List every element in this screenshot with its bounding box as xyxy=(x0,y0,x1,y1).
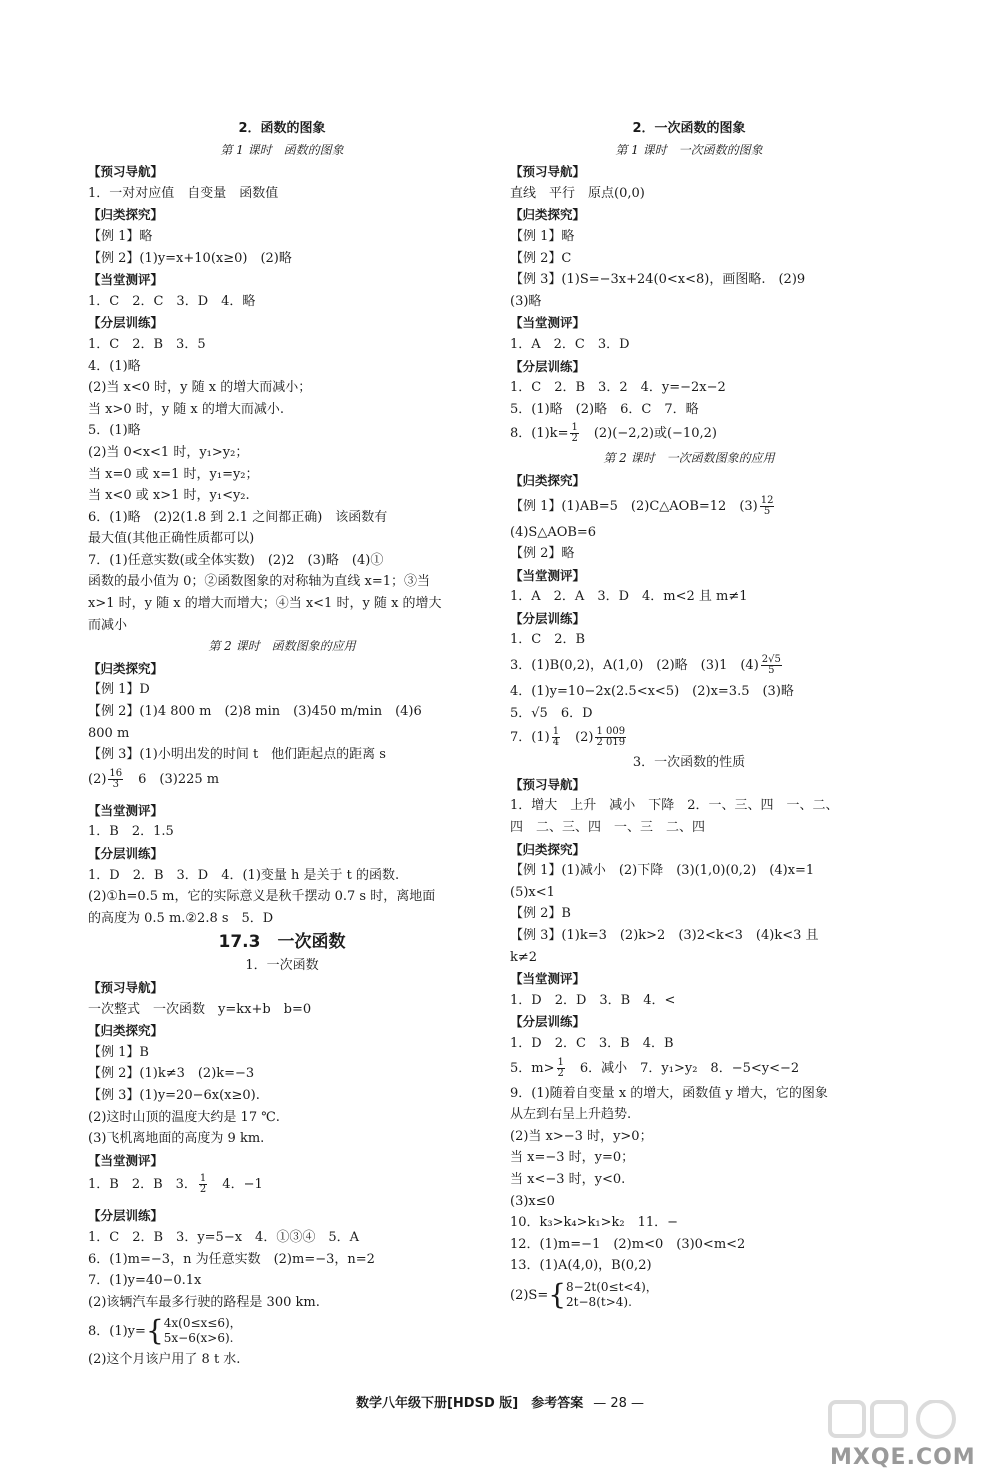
numerator: 16 xyxy=(109,767,123,779)
fraction xyxy=(761,655,782,676)
answer-line: 最大值(其他正确性质都可以) xyxy=(88,531,255,547)
answer-line: 1．A 2．A 3．D 4．m<2 且 m≠1 xyxy=(510,589,748,605)
answer-line: 从左到右呈上升趋势. xyxy=(510,1107,632,1123)
answer-line: 函数的最小值为 0；②函数图象的对称轴为直线 x=1；③当 xyxy=(88,574,431,590)
answer-line: 【例 3】(1)S=−3x+24(0<x<8)，画图略. (2)9 xyxy=(510,272,806,288)
answer-line: 1．C 2．C 3．D 4．略 xyxy=(88,293,256,309)
footer-title: 数学八年级下册[HDSD 版] 参考答案 xyxy=(355,1396,584,1411)
answer-line xyxy=(88,1171,476,1199)
text-run: 6 (3)225 m xyxy=(125,771,220,787)
denominator: 3 xyxy=(112,778,119,790)
section-tag: 【分层训练】 xyxy=(88,846,164,861)
piecewise-function xyxy=(146,1313,242,1350)
answer-line xyxy=(510,651,868,681)
answer-line: (2)该辆汽车最多行驶的路程是 300 km. xyxy=(88,1294,320,1310)
numerator: 1 xyxy=(571,422,578,434)
section-tag: 【归类探究】 xyxy=(510,841,586,857)
piecewise-row: 5x−6(x>6). xyxy=(163,1331,234,1346)
fraction xyxy=(760,496,775,517)
answer-line: (2)①h=0.5 m，它的实际意义是秋千摆动 0.7 s 时，离地面 xyxy=(88,889,436,905)
fraction xyxy=(570,423,578,444)
denominator: 2 xyxy=(557,1067,564,1079)
answer-line xyxy=(510,724,868,752)
answer-line: (2)这时山顶的温度大约是 17 ℃. xyxy=(88,1109,280,1125)
section-title: 3．一次函数的性质 xyxy=(632,755,746,771)
answer-line: 6．(1)m=−3，n 为任意实数 (2)m=−3，n=2 xyxy=(88,1251,375,1267)
section-tag: 【分层训练】 xyxy=(510,358,586,374)
answer-line: 12．(1)m=−1 (2)m<0 (3)0<m<2 xyxy=(510,1236,746,1252)
section-tag: 【当堂测评】 xyxy=(510,971,586,987)
text-run: 1．B 2．B 3． xyxy=(88,1177,197,1193)
numerator: 1 009 xyxy=(596,726,626,738)
page-number: — 28 — xyxy=(593,1396,645,1411)
fraction xyxy=(199,1174,207,1195)
section-tag: 【分层训练】 xyxy=(88,1208,164,1224)
denominator: 2 xyxy=(571,433,578,445)
answer-line: 的高度为 0.5 m.②2.8 s 5．D xyxy=(88,910,274,926)
numerator: 1 xyxy=(557,1056,564,1068)
answer-line: (5)x<1 xyxy=(510,884,555,900)
right-column xyxy=(510,118,868,1313)
answer-line: 4．(1)略 xyxy=(88,358,141,374)
answer-line xyxy=(510,492,868,522)
text-run: 【例 1】(1)AB=5 (2)C△AOB=12 (3) xyxy=(510,498,758,514)
numerator: 2√5 xyxy=(761,654,781,666)
answer-line: 1．D 2．D 3．B 4．< xyxy=(510,992,676,1008)
answer-line: 【例 2】C xyxy=(510,250,572,266)
denominator: 4 xyxy=(552,737,560,749)
answer-line: 1．增大 上升 减小 下降 2．一、三、四 一、二、 xyxy=(510,798,839,814)
answer-line: (3)飞机离地面的高度为 9 km. xyxy=(88,1131,265,1147)
answer-line: 800 m xyxy=(88,725,130,741)
text-run: (2)(−2,2)或(−10,2) xyxy=(580,426,717,442)
text-run: (2) xyxy=(88,771,107,787)
answer-line: k≠2 xyxy=(510,949,538,965)
answer-line xyxy=(510,1055,868,1083)
answer-line: 1．C 2．B xyxy=(510,632,586,648)
answer-line: 【例 1】B xyxy=(88,1044,149,1060)
answer-line: 当 x=−3 时，y=0； xyxy=(510,1150,635,1166)
answer-line: 1．D 2．C 3．B 4．B xyxy=(510,1035,674,1051)
answer-line: 6．(1)略 (2)2(1.8 到 2.1 之间都正确) 该函数有 xyxy=(88,509,388,525)
section-tag: 【归类探究】 xyxy=(88,207,164,223)
answer-line xyxy=(510,1277,868,1313)
numerator: 1 xyxy=(552,726,560,738)
section-tag: 【当堂测评】 xyxy=(510,567,586,583)
denominator: 5 xyxy=(768,665,775,677)
section-title: 1．一次函数 xyxy=(245,958,319,974)
text-run: 7．(1) xyxy=(510,730,550,746)
numerator: 12 xyxy=(760,494,774,506)
answer-line: (2)这个月该户用了 8 t 水. xyxy=(88,1352,241,1368)
answer-line: 【例 2】(1)k≠3 (2)k=−3 xyxy=(88,1066,255,1082)
piecewise-row: 2t−8(t>4). xyxy=(566,1294,632,1309)
answer-line: 【例 2】略 xyxy=(510,546,575,562)
answer-line: (2)当 x<0 时，y 随 x 的增大而减小； xyxy=(88,380,312,396)
answer-line: (2)当 0<x<1 时，y₁>y₂； xyxy=(88,444,249,460)
answer-line: 1．C 2．B 3．5 xyxy=(88,336,206,352)
brace-icon: { xyxy=(145,1314,164,1348)
answer-line xyxy=(88,1313,476,1349)
answer-line: 1．D 2．B 3．D 4．(1)变量 h 是关于 t 的函数. xyxy=(88,867,400,883)
piecewise-row: 4x(0≤x≤6)， xyxy=(163,1316,242,1331)
fraction xyxy=(108,769,123,790)
lesson-title: 第 1 课时 一次函数的图象 xyxy=(615,142,763,157)
answer-line: 10．k₃>k₄>k₁>k₂ 11．− xyxy=(510,1215,679,1231)
answer-line: 7．(1)任意实数(或全体实数) (2)2 (3)略 (4)① xyxy=(88,552,384,568)
answer-line: 直线 平行 原点(0,0) xyxy=(510,185,645,201)
piecewise-rows xyxy=(566,1280,658,1310)
answer-line: 1．C 2．B 3．2 4．y=−2x−2 xyxy=(510,380,726,396)
text-run: (2) xyxy=(562,730,594,746)
denominator: 5 xyxy=(763,505,771,517)
text-run: 6．减小 7．y₁>y₂ 8．−5<y<−2 xyxy=(566,1060,800,1076)
answer-line xyxy=(88,766,476,794)
fraction xyxy=(552,727,560,748)
section-tag: 【分层训练】 xyxy=(510,1014,586,1030)
section-tag: 【预习导航】 xyxy=(88,979,164,995)
left-column xyxy=(88,118,476,1371)
answer-line: 【例 3】(1)y=20−6x(x≥0). xyxy=(88,1087,260,1103)
section-tag: 【当堂测评】 xyxy=(88,272,164,288)
piecewise-rows xyxy=(164,1316,242,1346)
answer-line: (3)略 xyxy=(510,293,542,309)
answer-line xyxy=(510,420,868,448)
lesson-title: 第 2 课时 一次函数图象的应用 xyxy=(603,451,775,466)
answer-line: 1．一对对应值 自变量 函数值 xyxy=(88,185,279,201)
denominator: 2 xyxy=(199,1184,207,1196)
text-run: 5．m> xyxy=(510,1060,555,1076)
fraction xyxy=(595,727,626,748)
answer-line: 9．(1)随着自变量 x 的增大，函数值 y 增大，它的图象 xyxy=(510,1085,828,1101)
answer-line: x>1 时，y 随 x 的增大而增大；④当 x<1 时，y 随 x 的增大 xyxy=(88,596,442,612)
answer-line: 【例 3】(1)小明出发的时间 t 他们距起点的距离 s xyxy=(88,747,386,763)
section-title: 2．函数的图象 xyxy=(238,121,326,136)
piecewise-function xyxy=(548,1277,658,1314)
answer-line: 而减小 xyxy=(88,617,128,633)
brace-icon: { xyxy=(548,1277,567,1311)
answer-line: 一次整式 一次函数 y=kx+b b=0 xyxy=(88,1001,312,1017)
answer-line: 4．(1)y=10−2x(2.5<x<5) (2)x=3.5 (3)略 xyxy=(510,684,794,700)
answer-line: 当 x<−3 时，y<0. xyxy=(510,1171,626,1187)
answer-line: 5．(1)略 xyxy=(88,423,141,439)
section-tag: 【分层训练】 xyxy=(88,315,164,331)
section-title: 2．一次函数的图象 xyxy=(632,121,746,136)
answer-line: 【例 1】(1)减小 (2)下降 (3)(1,0)(0,2) (4)x=1 xyxy=(510,863,815,879)
text-run: 8．(1)y= xyxy=(88,1324,146,1340)
numerator: 1 xyxy=(199,1173,207,1185)
answer-line: 【例 1】D xyxy=(88,682,150,698)
section-tag: 【当堂测评】 xyxy=(88,802,164,818)
section-tag: 【归类探究】 xyxy=(510,207,586,223)
answer-line: 【例 2】(1)4 800 m (2)8 min (3)450 m/min (4)6 xyxy=(88,704,422,720)
section-tag: 【当堂测评】 xyxy=(510,315,586,331)
watermark-text: MXQE.COM xyxy=(830,1445,976,1470)
chapter-title: 17.3 一次函数 xyxy=(218,932,346,953)
answer-line: 四 二、三、四 一、三 二、四 xyxy=(510,820,706,836)
section-tag: 【预习导航】 xyxy=(88,164,164,180)
answer-line: 【例 2】(1)y=x+10(x≥0) (2)略 xyxy=(88,250,292,266)
answer-line: 13．(1)A(4,0)，B(0,2) xyxy=(510,1258,652,1274)
section-tag: 【归类探究】 xyxy=(88,660,164,676)
denominator: 2 019 xyxy=(596,737,626,749)
text-run: 3．(1)B(0,2)，A(1,0) (2)略 (3)1 (4) xyxy=(510,658,759,674)
answer-line: 当 x=0 或 x=1 时，y₁=y₂； xyxy=(88,466,259,482)
fraction xyxy=(557,1058,565,1079)
answer-line: 【例 1】略 xyxy=(510,228,575,244)
answer-line: 1．A 2．C 3．D xyxy=(510,336,630,352)
answer-line: (3)x≤0 xyxy=(510,1193,555,1209)
answer-line: 5．(1)略 (2)略 6．C 7．略 xyxy=(510,401,699,417)
section-tag: 【预习导航】 xyxy=(510,164,586,180)
section-tag: 【当堂测评】 xyxy=(88,1152,164,1168)
answer-line: 当 x<0 或 x>1 时，y₁<y₂. xyxy=(88,488,250,504)
answer-line: 当 x>0 时，y 随 x 的增大而减小. xyxy=(88,401,284,417)
answer-line: 1．B 2．1.5 xyxy=(88,824,174,840)
answer-line: 7．(1)y=40−0.1x xyxy=(88,1273,202,1289)
text-run: (2)S= xyxy=(510,1287,549,1303)
lesson-title: 第 1 课时 函数的图象 xyxy=(220,142,344,157)
text-run: 8．(1)k= xyxy=(510,426,569,442)
lesson-title: 第 2 课时 函数图象的应用 xyxy=(208,639,356,654)
answer-line: 1．C 2．B 3．y=5−x 4．①③④ 5．A xyxy=(88,1229,359,1245)
section-tag: 【预习导航】 xyxy=(510,776,586,792)
text-run: 4．−1 xyxy=(209,1177,263,1193)
answer-line: (2)当 x>−3 时，y>0； xyxy=(510,1128,653,1144)
answer-line: 【例 2】B xyxy=(510,906,571,922)
answer-line: 【例 3】(1)k=3 (2)k>2 (3)2<k<3 (4)k<3 且 xyxy=(510,928,819,943)
piecewise-row: 8−2t(0≤t<4)， xyxy=(566,1279,658,1294)
section-tag: 【分层训练】 xyxy=(510,610,586,626)
answer-line: (4)S△AOB=6 xyxy=(510,524,597,540)
answer-line: 5．√5 6．D xyxy=(510,705,593,721)
answer-line: 【例 1】略 xyxy=(88,228,153,244)
section-tag: 【归类探究】 xyxy=(510,472,586,488)
section-tag: 【归类探究】 xyxy=(88,1023,164,1039)
